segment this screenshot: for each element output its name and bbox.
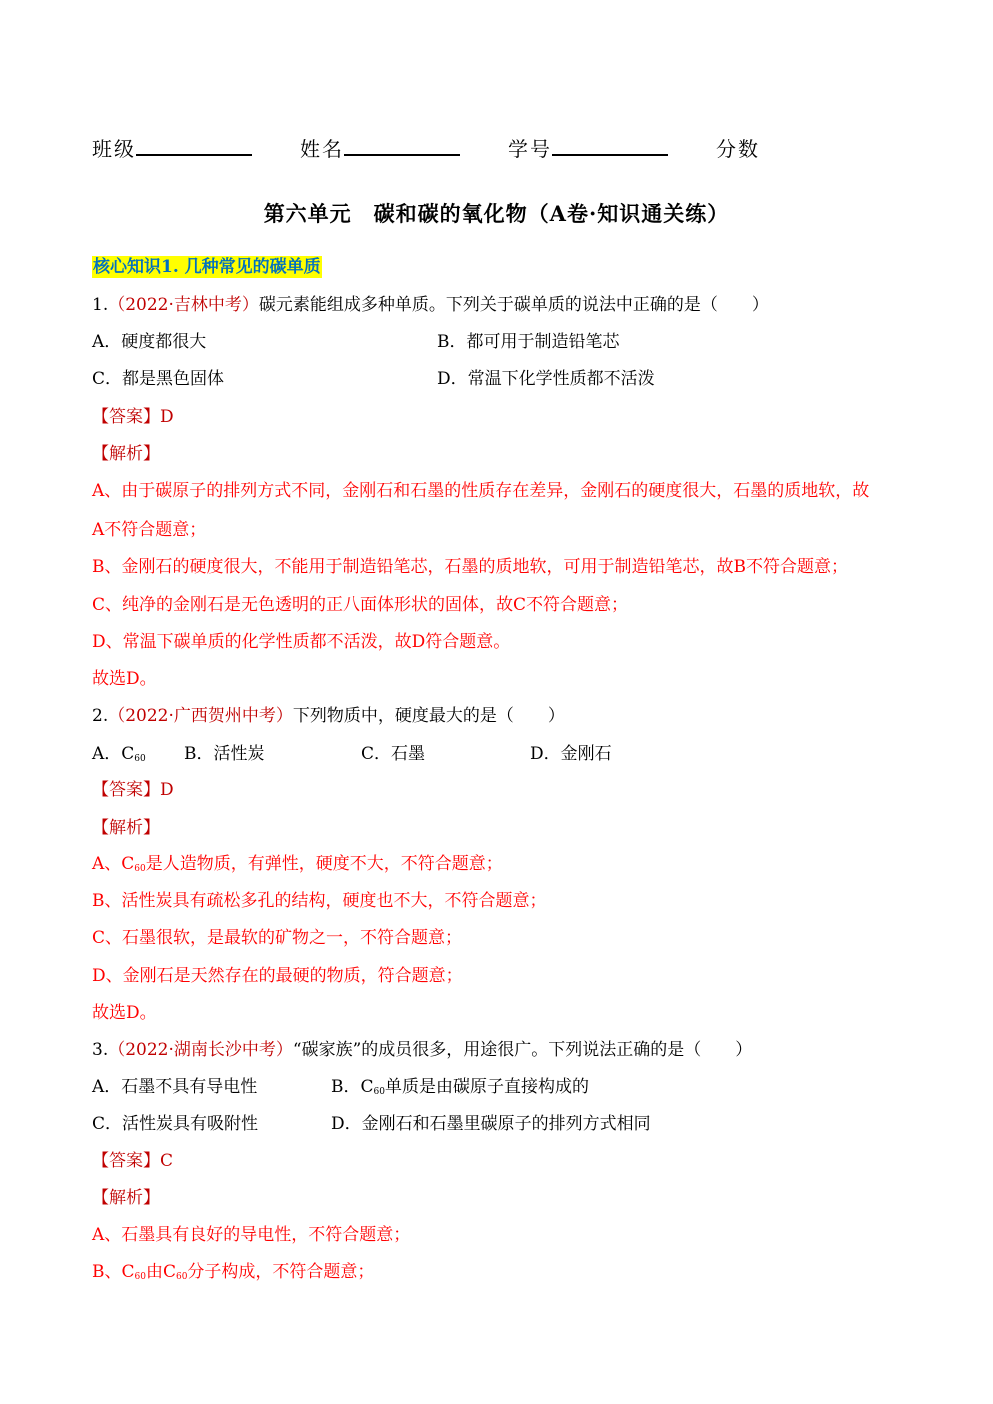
q3-answer: 【答案】C bbox=[92, 1151, 174, 1171]
q2-number: 2. bbox=[92, 706, 109, 726]
q2-answer: 【答案】D bbox=[92, 780, 174, 800]
q2-option-c: C．石墨 bbox=[361, 744, 426, 764]
name-label: 姓名 bbox=[300, 137, 344, 161]
class-blank bbox=[136, 134, 252, 156]
q2-option-a-prefix: A．C bbox=[92, 744, 135, 764]
q3-number: 3. bbox=[92, 1040, 109, 1060]
q1-option-d: D．常温下化学性质都不活泼 bbox=[437, 369, 655, 389]
q2-analysis-a-subscript: 60 bbox=[134, 864, 146, 874]
q1-number: 1. bbox=[92, 295, 109, 315]
page-title: 第六单元 碳和碳的氧化物（A卷·知识通关练） bbox=[263, 201, 730, 226]
q1-analysis-a: A、由于碳原子的排列方式不同，金刚石和石墨的性质存在差异，金刚石的硬度很大，石墨的质地软，故 bbox=[92, 481, 870, 501]
q1-analysis-c: C、纯净的金刚石是无色透明的正八面体形状的固体，故C不符合题意； bbox=[92, 595, 629, 615]
q2-stem-line bbox=[92, 705, 565, 727]
class-label: 班级 bbox=[92, 137, 136, 161]
q3-option-a: A．石墨不具有导电性 bbox=[92, 1077, 258, 1097]
q2-analysis-d: D、金刚石是天然存在的最硬的物质，符合题意； bbox=[92, 966, 463, 986]
q2-analysis-c: C、石墨很软，是最软的矿物之一，不符合题意； bbox=[92, 928, 463, 948]
q1-source: （2022·吉林中考） bbox=[108, 295, 259, 315]
q3-analysis-b-mid: 由C bbox=[145, 1262, 176, 1282]
q1-option-c: C．都是黑色固体 bbox=[92, 369, 225, 389]
student-id-blank bbox=[552, 134, 668, 156]
q1-analysis-a-cont: A不符合题意； bbox=[92, 520, 207, 540]
q2-option-a bbox=[92, 743, 146, 770]
q1-conclusion: 故选D。 bbox=[92, 669, 157, 689]
q1-stem-line bbox=[92, 294, 769, 316]
q1-option-b: B．都可用于制造铅笔芯 bbox=[437, 332, 620, 352]
student-info-fields bbox=[92, 134, 760, 162]
q3-option-d: D．金刚石和石墨里碳原子的排列方式相同 bbox=[331, 1114, 651, 1134]
q3-analysis-b bbox=[92, 1261, 374, 1288]
q3-analysis-b-rest: 分子构成，不符合题意； bbox=[187, 1262, 375, 1282]
q1-answer: 【答案】D bbox=[92, 407, 174, 427]
q2-analysis-a-rest: 是人造物质，有弹性，硬度不大，不符合题意； bbox=[145, 854, 503, 874]
q2-option-b: B．活性炭 bbox=[184, 744, 265, 764]
q3-analysis-b-subscript-1: 60 bbox=[134, 1272, 146, 1282]
q3-option-c: C．活性炭具有吸附性 bbox=[92, 1114, 259, 1134]
student-id-label: 学号 bbox=[508, 137, 552, 161]
q1-analysis-b: B、金刚石的硬度很大，不能用于制造铅笔芯，石墨的质地软，可用于制造铅笔芯，故B不符合题意； bbox=[92, 557, 848, 577]
q2-option-a-subscript: 60 bbox=[134, 754, 146, 764]
q2-source: （2022·广西贺州中考） bbox=[108, 706, 293, 726]
q3-analysis-b-prefix: B、C bbox=[92, 1262, 135, 1282]
name-blank bbox=[344, 134, 460, 156]
q2-analysis-b: B、活性炭具有疏松多孔的结构，硬度也不大，不符合题意； bbox=[92, 891, 547, 911]
q3-option-b-subscript: 60 bbox=[373, 1087, 385, 1097]
q2-option-d: D．金刚石 bbox=[530, 744, 612, 764]
q3-option-b-prefix: B．C bbox=[331, 1077, 374, 1097]
q2-analysis-a bbox=[92, 853, 503, 880]
q3-analysis-label: 【解析】 bbox=[92, 1188, 160, 1208]
q3-analysis-a: A、石墨具有良好的导电性，不符合题意； bbox=[92, 1225, 411, 1245]
score-label: 分数 bbox=[716, 137, 760, 161]
q3-stem: “碳家族”的成员很多，用途很广。下列说法正确的是（ ） bbox=[292, 1040, 753, 1060]
q1-analysis-d: D、常温下碳单质的化学性质都不活泼，故D符合题意。 bbox=[92, 632, 511, 652]
q3-option-b bbox=[331, 1076, 589, 1103]
q3-source: （2022·湖南长沙中考） bbox=[108, 1040, 293, 1060]
q1-stem: 碳元素能组成多种单质。下列关于碳单质的说法中正确的是（ ） bbox=[258, 295, 769, 315]
q2-conclusion: 故选D。 bbox=[92, 1003, 157, 1023]
q3-stem-line bbox=[92, 1039, 752, 1061]
q1-option-a: A．硬度都很大 bbox=[92, 332, 207, 352]
q2-analysis-a-prefix: A、C bbox=[92, 854, 135, 874]
q1-analysis-label: 【解析】 bbox=[92, 444, 160, 464]
q3-option-b-rest: 单质是由碳原子直接构成的 bbox=[384, 1077, 589, 1097]
q2-analysis-label: 【解析】 bbox=[92, 818, 160, 838]
q3-analysis-b-subscript-2: 60 bbox=[175, 1272, 188, 1282]
section-heading: 核心知识1. 几种常见的碳单质 bbox=[93, 257, 321, 277]
q2-stem: 下列物质中，硬度最大的是（ ） bbox=[292, 706, 565, 726]
